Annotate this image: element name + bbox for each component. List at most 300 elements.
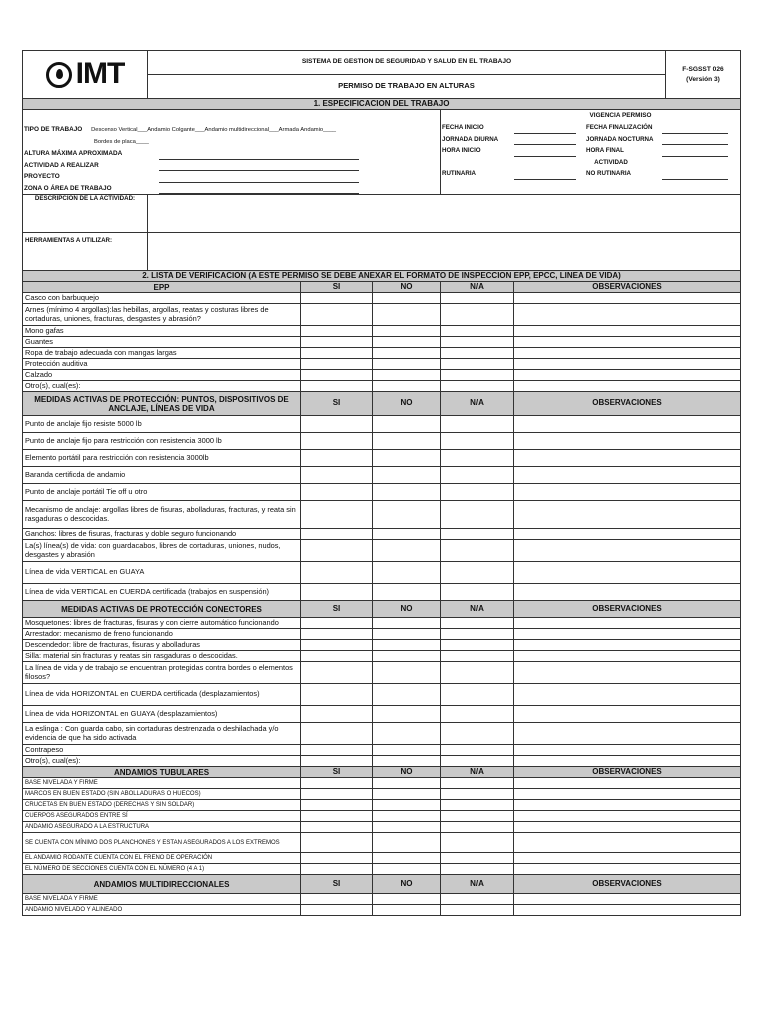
col-si-header: SI (301, 601, 373, 618)
si-cell[interactable] (301, 381, 373, 392)
observaciones-cell[interactable] (514, 629, 741, 640)
group-name: MEDIDAS ACTIVAS DE PROTECCIÓN: PUNTOS, DISPOSITIVOS DE ANCLAJE, LÍNEAS DE VIDA (23, 392, 301, 416)
si-cell[interactable] (301, 304, 373, 326)
tipo-options[interactable]: Descenso Vertical___Andamio Colgante___Andamio multidireccional___Armada Andamio____ (91, 127, 337, 133)
checklist-item-label: Mecanismo de anclaje: argollas libres de fisuras, abolladuras, fracturas, y reata sin rasgaduras o descocidas. (23, 501, 301, 529)
system-title: SISTEMA DE GESTION DE SEGURIDAD Y SALUD EN EL TRABAJO (148, 51, 666, 75)
na-cell[interactable] (441, 662, 514, 684)
checklist-row (23, 629, 741, 640)
observaciones-cell[interactable] (514, 304, 741, 326)
section1-title: 1. ESPECIFICACION DEL TRABAJO (23, 99, 741, 110)
na-cell[interactable] (441, 326, 514, 337)
checklist-row (23, 337, 741, 348)
checklist-item-label: EL ANDAMIO RODANTE CUENTA CON EL FRENO DE OPERACIÓN (23, 853, 301, 864)
observaciones-cell[interactable] (514, 745, 741, 756)
vigencia-label: VIGENCIA PERMISO (589, 112, 652, 119)
col-no-header: NO (373, 875, 441, 894)
drop-icon (46, 62, 72, 88)
observaciones-cell[interactable] (514, 348, 741, 359)
altura-label: ALTURA MÁXIMA APROXIMADA (24, 150, 123, 157)
section2-title: 2. LISTA DE VERIFICACION (A ESTE PERMISO SE DEBE ANEXAR EL FORMATO DE INSPECCION EPP, EPCC, LINEA DE VIDA) (23, 271, 741, 282)
checklist-row (23, 640, 741, 651)
no-cell[interactable] (373, 304, 441, 326)
checklist-row (23, 811, 741, 822)
checklist-row (23, 304, 741, 326)
col-no-header: NO (373, 282, 441, 293)
col-si-header: SI (301, 282, 373, 293)
no-cell[interactable] (373, 540, 441, 562)
si-cell[interactable] (301, 756, 373, 767)
no-cell[interactable] (373, 833, 441, 853)
no-cell[interactable] (373, 529, 441, 540)
tipo-label: TIPO DE TRABAJO (24, 126, 83, 133)
checklist-row (23, 618, 741, 629)
si-cell[interactable] (301, 853, 373, 864)
observaciones-cell[interactable] (514, 326, 741, 337)
si-cell[interactable] (301, 833, 373, 853)
company-logo (25, 52, 145, 98)
si-cell[interactable] (301, 800, 373, 811)
col-obs-header: OBSERVACIONES (514, 767, 741, 778)
checklist-row (23, 905, 741, 916)
altura-field[interactable] (159, 152, 359, 160)
observaciones-cell[interactable] (514, 723, 741, 745)
form-header (22, 50, 741, 99)
hora-inicio-label: HORA INICIO (442, 147, 481, 154)
na-cell[interactable] (441, 811, 514, 822)
checklist-row (23, 822, 741, 833)
checklist-item-label: Punto de anclaje fijo para restricción con resistencia 3000 lb (23, 433, 301, 450)
observaciones-cell[interactable] (514, 529, 741, 540)
observaciones-cell[interactable] (514, 484, 741, 501)
observaciones-cell[interactable] (514, 584, 741, 601)
si-cell[interactable] (301, 562, 373, 584)
col-obs-header: OBSERVACIONES (514, 601, 741, 618)
no-cell[interactable] (373, 433, 441, 450)
checklist-item-label: Línea de vida HORIZONTAL en GUAYA (desplazamientos) (23, 706, 301, 723)
permit-form (22, 50, 740, 916)
checklist-row (23, 800, 741, 811)
observaciones-cell[interactable] (514, 416, 741, 433)
na-cell[interactable] (441, 618, 514, 629)
si-cell[interactable] (301, 778, 373, 789)
descripcion-field[interactable] (148, 195, 741, 233)
na-cell[interactable] (441, 433, 514, 450)
col-obs-header: OBSERVACIONES (514, 392, 741, 416)
na-cell[interactable] (441, 894, 514, 905)
si-cell[interactable] (301, 684, 373, 706)
checklist-row (23, 864, 741, 875)
checklist-item-label: ANDAMIO NIVELADO Y ALINEADO (23, 905, 301, 916)
checklist-row (23, 501, 741, 529)
herramientas-label: HERRAMIENTAS A UTILIZAR: (23, 233, 148, 271)
observaciones-cell[interactable] (514, 337, 741, 348)
si-cell[interactable] (301, 529, 373, 540)
si-cell[interactable] (301, 662, 373, 684)
no-cell[interactable] (373, 618, 441, 629)
observaciones-cell[interactable] (514, 370, 741, 381)
na-cell[interactable] (441, 348, 514, 359)
na-cell[interactable] (441, 905, 514, 916)
no-cell[interactable] (373, 723, 441, 745)
checklist-row (23, 416, 741, 433)
spec-right (441, 110, 741, 195)
herramientas-field[interactable] (148, 233, 741, 271)
observaciones-cell[interactable] (514, 618, 741, 629)
permit-title: PERMISO DE TRABAJO EN ALTURAS (148, 75, 666, 99)
no-cell[interactable] (373, 778, 441, 789)
no-cell[interactable] (373, 662, 441, 684)
bordes-option[interactable]: Bordes de placa____ (94, 138, 149, 145)
na-cell[interactable] (441, 467, 514, 484)
checklist-row (23, 484, 741, 501)
si-cell[interactable] (301, 822, 373, 833)
observaciones-cell[interactable] (514, 789, 741, 800)
checklist-item-label: MARCOS EN BUEN ESTADO (SIN ABOLLADURAS O HUECOS) (23, 789, 301, 800)
si-cell[interactable] (301, 370, 373, 381)
checklist-item-label: Punto de anclaje fijo resiste 5000 lb (23, 416, 301, 433)
observaciones-cell[interactable] (514, 822, 741, 833)
checklist-item-label: Elemento portátil para restricción con resistencia 3000lb (23, 450, 301, 467)
no-cell[interactable] (373, 684, 441, 706)
jornada-diurna-label: JORNADA DIURNA (442, 135, 499, 143)
na-cell[interactable] (441, 822, 514, 833)
col-na-header: N/A (441, 392, 514, 416)
si-cell[interactable] (301, 337, 373, 348)
observaciones-cell[interactable] (514, 651, 741, 662)
col-no-header: NO (373, 392, 441, 416)
hora-final-field[interactable] (662, 149, 728, 157)
no-cell[interactable] (373, 789, 441, 800)
col-obs-header: OBSERVACIONES (514, 875, 741, 894)
checklist-row (23, 778, 741, 789)
checklist-row (23, 756, 741, 767)
na-cell[interactable] (441, 800, 514, 811)
checklist-row (23, 293, 741, 304)
no-cell[interactable] (373, 811, 441, 822)
group-name: ANDAMIOS MULTIDIRECCIONALES (23, 875, 301, 894)
checklist-row (23, 433, 741, 450)
no-cell[interactable] (373, 370, 441, 381)
na-cell[interactable] (441, 706, 514, 723)
fecha-fin-field[interactable] (662, 126, 728, 134)
na-cell[interactable] (441, 684, 514, 706)
si-cell[interactable] (301, 864, 373, 875)
no-cell[interactable] (373, 381, 441, 392)
no-rutinaria-label: NO RUTINARIA (586, 170, 632, 177)
observaciones-cell[interactable] (514, 540, 741, 562)
na-cell[interactable] (441, 370, 514, 381)
zona-label: ZONA O ÁREA DE TRABAJO (24, 184, 112, 192)
checklist-item-label: ANDAMIO ASEGURADO A LA ESTRUCTURA (23, 822, 301, 833)
si-cell[interactable] (301, 326, 373, 337)
si-cell[interactable] (301, 723, 373, 745)
no-cell[interactable] (373, 651, 441, 662)
no-cell[interactable] (373, 864, 441, 875)
observaciones-cell[interactable] (514, 756, 741, 767)
spec-left (23, 110, 441, 195)
checklist-row (23, 684, 741, 706)
actividad-sub-label: ACTIVIDAD (594, 158, 628, 166)
na-cell[interactable] (441, 381, 514, 392)
si-cell[interactable] (301, 789, 373, 800)
na-cell[interactable] (441, 629, 514, 640)
na-cell[interactable] (441, 756, 514, 767)
checklist-item-label: Contrapeso (23, 745, 301, 756)
col-na-header: N/A (441, 601, 514, 618)
no-cell[interactable] (373, 359, 441, 370)
na-cell[interactable] (441, 484, 514, 501)
checklist-row (23, 540, 741, 562)
na-cell[interactable] (441, 833, 514, 853)
observaciones-cell[interactable] (514, 640, 741, 651)
no-cell[interactable] (373, 326, 441, 337)
na-cell[interactable] (441, 584, 514, 601)
checklist-item-label: Ropa de trabajo adecuada con mangas largas (23, 348, 301, 359)
col-na-header: N/A (441, 767, 514, 778)
observaciones-cell[interactable] (514, 894, 741, 905)
checklist-row (23, 662, 741, 684)
checklist-row (23, 745, 741, 756)
si-cell[interactable] (301, 433, 373, 450)
observaciones-cell[interactable] (514, 662, 741, 684)
checklist-item-label: Mosquetones: libres de fracturas, fisuras y con cierre automático funcionando (23, 618, 301, 629)
checklist-item-label: Casco con barbuquejo (23, 293, 301, 304)
na-cell[interactable] (441, 864, 514, 875)
observaciones-cell[interactable] (514, 450, 741, 467)
zona-field[interactable] (159, 186, 359, 194)
checklist-row (23, 562, 741, 584)
fecha-inicio-field[interactable] (514, 126, 576, 134)
col-na-header: N/A (441, 875, 514, 894)
na-cell[interactable] (441, 745, 514, 756)
col-si-header: SI (301, 875, 373, 894)
no-rutinaria-field[interactable] (662, 172, 728, 180)
observaciones-cell[interactable] (514, 433, 741, 450)
checklist-item-label: Arnes (mínimo 4 argollas):las hebillas, argollas, reatas y costuras libres de cortaduras, uniones, fracturas, desgastes y abrasión? (23, 304, 301, 326)
si-cell[interactable] (301, 745, 373, 756)
fecha-inicio-label: FECHA INICIO (442, 124, 484, 131)
si-cell[interactable] (301, 359, 373, 370)
no-cell[interactable] (373, 562, 441, 584)
checklist-item-label: Línea de vida VERTICAL en GUAYA (23, 562, 301, 584)
checklist-row (23, 584, 741, 601)
observaciones-cell[interactable] (514, 293, 741, 304)
no-cell[interactable] (373, 894, 441, 905)
rutinaria-label: RUTINARIA (442, 170, 477, 177)
proyecto-label: PROYECTO (24, 173, 60, 180)
si-cell[interactable] (301, 501, 373, 529)
group-header (23, 601, 741, 618)
no-cell[interactable] (373, 745, 441, 756)
na-cell[interactable] (441, 723, 514, 745)
observaciones-cell[interactable] (514, 905, 741, 916)
na-cell[interactable] (441, 450, 514, 467)
no-cell[interactable] (373, 640, 441, 651)
observaciones-cell[interactable] (514, 501, 741, 529)
checklist-row (23, 651, 741, 662)
no-cell[interactable] (373, 853, 441, 864)
no-cell[interactable] (373, 501, 441, 529)
na-cell[interactable] (441, 359, 514, 370)
si-cell[interactable] (301, 484, 373, 501)
na-cell[interactable] (441, 562, 514, 584)
si-cell[interactable] (301, 348, 373, 359)
na-cell[interactable] (441, 651, 514, 662)
no-cell[interactable] (373, 822, 441, 833)
observaciones-cell[interactable] (514, 467, 741, 484)
proyecto-field[interactable] (159, 175, 359, 183)
col-si-header: SI (301, 767, 373, 778)
checklist-row (23, 381, 741, 392)
col-no-header: NO (373, 601, 441, 618)
si-cell[interactable] (301, 584, 373, 601)
na-cell[interactable] (441, 304, 514, 326)
group-header (23, 392, 741, 416)
no-cell[interactable] (373, 584, 441, 601)
checklist-row (23, 370, 741, 381)
checklist-row (23, 853, 741, 864)
no-cell[interactable] (373, 293, 441, 304)
checklist-item-label: EL NÚMERO DE SECCIONES CUENTA CON EL NÚMERO (4 A 1) (23, 864, 301, 875)
si-cell[interactable] (301, 416, 373, 433)
jornada-nocturna-label: JORNADA NOCTURNA (586, 135, 654, 143)
si-cell[interactable] (301, 629, 373, 640)
checklist-row (23, 706, 741, 723)
na-cell[interactable] (441, 501, 514, 529)
form-version: (Versión 3) (686, 75, 720, 83)
si-cell[interactable] (301, 905, 373, 916)
checklist-item-label: Línea de vida VERTICAL en CUERDA certificada (trabajos en suspensión) (23, 584, 301, 601)
rutinaria-field[interactable] (514, 172, 576, 180)
actividad-field[interactable] (159, 163, 359, 171)
observaciones-cell[interactable] (514, 684, 741, 706)
observaciones-cell[interactable] (514, 864, 741, 875)
checklist-item-label: CUERPOS ASEGURADOS ENTRE SÍ (23, 811, 301, 822)
descripcion-label: DESCRIPCION DE LA ACTIVIDAD: (23, 195, 148, 233)
observaciones-cell[interactable] (514, 833, 741, 853)
na-cell[interactable] (441, 540, 514, 562)
observaciones-cell[interactable] (514, 800, 741, 811)
checklist-item-label: La eslinga : Con guarda cabo, sin cortaduras destrenzada o deshilachada y/o evidencia de que ha sido activada (23, 723, 301, 745)
observaciones-cell[interactable] (514, 359, 741, 370)
observaciones-cell[interactable] (514, 562, 741, 584)
checklist-item-label: Ganchos: libres de fisuras, fracturas y doble seguro funcionando (23, 529, 301, 540)
hora-inicio-field[interactable] (514, 149, 576, 157)
form-code: F-SGSST 026 (682, 65, 724, 73)
checklist-item-label: Descendedor: libre de fracturas, fisuras y abolladuras (23, 640, 301, 651)
no-cell[interactable] (373, 905, 441, 916)
na-cell[interactable] (441, 293, 514, 304)
hora-final-label: HORA FINAL (586, 147, 624, 154)
section1 (22, 98, 741, 271)
section2-checklist (22, 270, 741, 916)
group-header (23, 767, 741, 778)
si-cell[interactable] (301, 467, 373, 484)
observaciones-cell[interactable] (514, 381, 741, 392)
observaciones-cell[interactable] (514, 811, 741, 822)
no-cell[interactable] (373, 337, 441, 348)
si-cell[interactable] (301, 540, 373, 562)
si-cell[interactable] (301, 894, 373, 905)
na-cell[interactable] (441, 789, 514, 800)
na-cell[interactable] (441, 853, 514, 864)
si-cell[interactable] (301, 640, 373, 651)
group-name: EPP (23, 282, 301, 293)
no-cell[interactable] (373, 629, 441, 640)
checklist-row (23, 450, 741, 467)
jornada-diurna-field[interactable] (514, 137, 576, 145)
si-cell[interactable] (301, 651, 373, 662)
si-cell[interactable] (301, 618, 373, 629)
no-cell[interactable] (373, 450, 441, 467)
group-name: MEDIDAS ACTIVAS DE PROTECCIÓN CONECTORES (23, 601, 301, 618)
col-na-header: N/A (441, 282, 514, 293)
si-cell[interactable] (301, 450, 373, 467)
no-cell[interactable] (373, 756, 441, 767)
checklist-row (23, 894, 741, 905)
checklist-row (23, 723, 741, 745)
col-no-header: NO (373, 767, 441, 778)
fecha-fin-label: FECHA FINALIZACIÓN (586, 124, 653, 131)
checklist-item-label: La(s) línea(s) de vida: con guardacabos, libres de cortaduras, uniones, nudos, desgastes y abrasión (23, 540, 301, 562)
checklist-item-label: Línea de vida HORIZONTAL en CUERDA certificada (desplazamientos) (23, 684, 301, 706)
col-obs-header: OBSERVACIONES (514, 282, 741, 293)
no-cell[interactable] (373, 706, 441, 723)
group-header (23, 282, 741, 293)
checklist-item-label: Baranda certificda de andamio (23, 467, 301, 484)
no-cell[interactable] (373, 800, 441, 811)
checklist-item-label: Otro(s), cual(es): (23, 756, 301, 767)
na-cell[interactable] (441, 640, 514, 651)
group-name: ANDAMIOS TUBULARES (23, 767, 301, 778)
checklist-item-label: BASE NIVELADA Y FIRME (23, 894, 301, 905)
observaciones-cell[interactable] (514, 853, 741, 864)
checklist-item-label: Protección auditiva (23, 359, 301, 370)
observaciones-cell[interactable] (514, 706, 741, 723)
checklist-item-label: CRUCETAS EN BUEN ESTADO (DERECHAS Y SIN SOLDAR) (23, 800, 301, 811)
na-cell[interactable] (441, 416, 514, 433)
no-cell[interactable] (373, 467, 441, 484)
checklist-item-label: BASE NIVELADA Y FIRME (23, 778, 301, 789)
no-cell[interactable] (373, 348, 441, 359)
jornada-nocturna-field[interactable] (662, 137, 728, 145)
no-cell[interactable] (373, 484, 441, 501)
si-cell[interactable] (301, 293, 373, 304)
actividad-label: ACTIVIDAD A REALIZAR (24, 161, 99, 169)
logo-text: IMT (75, 57, 125, 91)
checklist-item-label: Guantes (23, 337, 301, 348)
logo-cell (23, 51, 148, 99)
na-cell[interactable] (441, 529, 514, 540)
na-cell[interactable] (441, 778, 514, 789)
checklist-row (23, 348, 741, 359)
checklist-item-label: La línea de vida y de trabajo se encuentran protegidas contra bordes o elementos filosos? (23, 662, 301, 684)
observaciones-cell[interactable] (514, 778, 741, 789)
checklist-row (23, 529, 741, 540)
si-cell[interactable] (301, 706, 373, 723)
si-cell[interactable] (301, 811, 373, 822)
checklist-row (23, 467, 741, 484)
checklist-row (23, 789, 741, 800)
form-code-cell (666, 51, 741, 99)
group-header (23, 875, 741, 894)
no-cell[interactable] (373, 416, 441, 433)
checklist-item-label: Punto de anclaje portátil Tie off u otro (23, 484, 301, 501)
checklist-item-label: Silla: material sin fracturas y reatas sin rasgaduras o descocidas. (23, 651, 301, 662)
checklist-row (23, 833, 741, 853)
na-cell[interactable] (441, 337, 514, 348)
